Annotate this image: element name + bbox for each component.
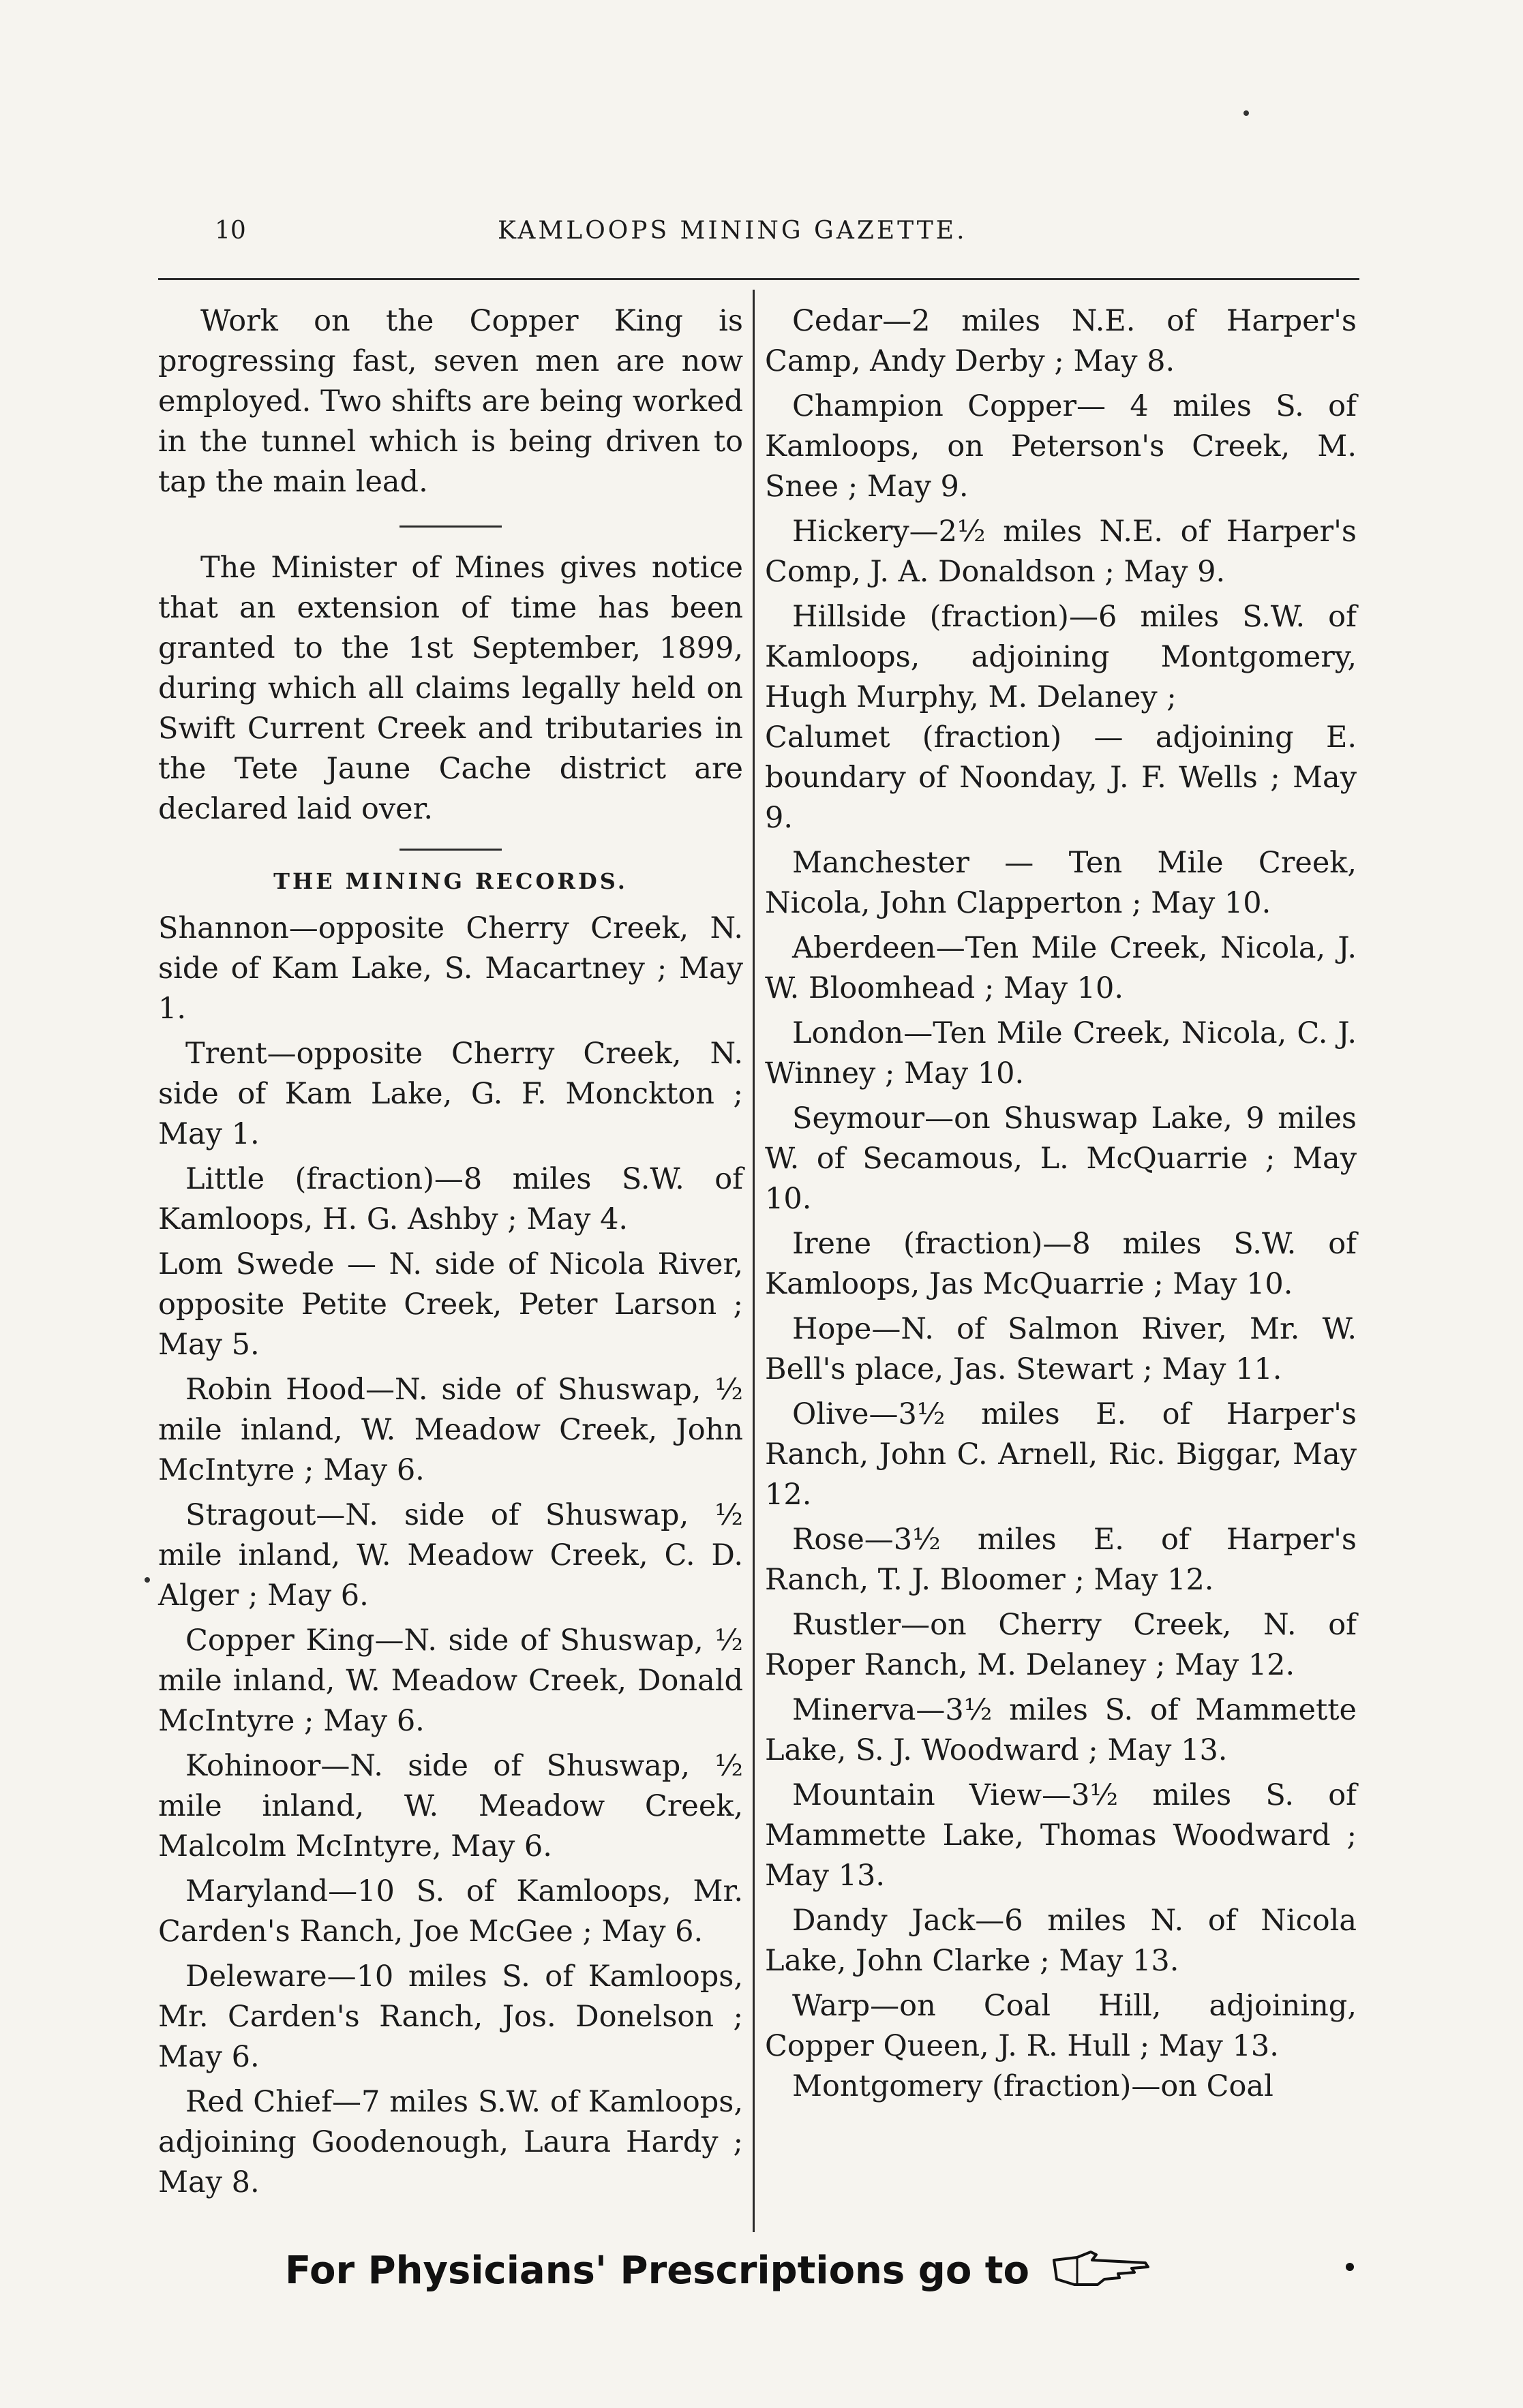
- decorative-dot: [145, 1577, 150, 1583]
- copper-king-paragraph: Work on the Copper King is progressing fast, seven men are now employed. Two shifts are being worked in the tunnel which is being driven to tap the main lead.: [158, 304, 743, 499]
- record-entry: Minerva—3½ miles S. of Mammette Lake, S. J. Woodward ; May 13.: [765, 1693, 1357, 1767]
- record-entry: Mountain View—3½ miles S. of Mammette Lake, Thomas Woodward ; May 13.: [765, 1778, 1357, 1893]
- record-entry: Robin Hood—N. side of Shuswap, ½ mile inland, W. Meadow Creek, John McIntyre ; May 6.: [158, 1373, 743, 1487]
- header-rule: [158, 278, 1359, 280]
- mining-records-heading: THE MINING RECORDS.: [273, 868, 628, 894]
- record-entry: Seymour—on Shuswap Lake, 9 miles W. of Secamous, L. McQuarrie ; May 10.: [765, 1101, 1357, 1216]
- gazette-title: KAMLOOPS MINING GAZETTE.: [498, 217, 967, 245]
- record-entry: Aberdeen—Ten Mile Creek, Nicola, J. W. Bloomhead ; May 10.: [765, 931, 1357, 1005]
- record-entry: Olive—3½ miles E. of Harper's Ranch, John C. Arnell, Ric. Biggar, May 12.: [765, 1397, 1357, 1512]
- record-entry: Montgomery (fraction)—on Coal: [792, 2069, 1273, 2103]
- record-entry: London—Ten Mile Creek, Nicola, C. J. Winney ; May 10.: [765, 1016, 1357, 1091]
- record-entry: Irene (fraction)—8 miles S.W. of Kamloops, Jas McQuarrie ; May 10.: [765, 1227, 1357, 1301]
- footer-text: For Physicians' Prescriptions go to: [285, 2249, 1030, 2293]
- record-entry: Warp—on Coal Hill, adjoining, Copper Queen, J. R. Hull ; May 13.: [765, 1989, 1357, 2063]
- section-rule: [399, 525, 502, 528]
- decorative-dot: [1243, 110, 1249, 116]
- record-entry: Dandy Jack—6 miles N. of Nicola Lake, John Clarke ; May 13.: [765, 1904, 1357, 1978]
- record-entry: Stragout—N. side of Shuswap, ½ mile inland, W. Meadow Creek, C. D. Alger ; May 6.: [158, 1498, 743, 1613]
- left-column: [158, 301, 743, 2208]
- page-header: [198, 217, 1357, 258]
- page-number: 10: [215, 217, 246, 245]
- record-entry: Hope—N. of Salmon River, Mr. W. Bell's place, Jas. Stewart ; May 11.: [765, 1312, 1357, 1386]
- record-entry: Kohinoor—N. side of Shuswap, ½ mile inland, W. Meadow Creek, Malcolm McIntyre, May 6.: [158, 1749, 743, 1863]
- right-column: [765, 301, 1357, 2112]
- record-entry: Little (fraction)—8 miles S.W. of Kamloops, H. G. Ashby ; May 4.: [158, 1162, 743, 1236]
- record-entry: Copper King—N. side of Shuswap, ½ mile inland, W. Meadow Creek, Donald McIntyre ; May 6.: [158, 1624, 743, 1738]
- record-entry: Lom Swede — N. side of Nicola River, opposite Petite Creek, Peter Larson ; May 5.: [158, 1247, 743, 1362]
- record-entry: Red Chief—7 miles S.W. of Kamloops, adjoining Goodenough, Laura Hardy ; May 8.: [158, 2085, 743, 2199]
- decorative-dot: [1346, 2263, 1354, 2271]
- pointing-hand-icon: [1050, 2248, 1152, 2298]
- footer-advertisement: [285, 2248, 1376, 2309]
- record-entry: Maryland—10 S. of Kamloops, Mr. Carden's Ranch, Joe McGee ; May 6.: [158, 1874, 743, 1949]
- record-entry: Shannon—opposite Cherry Creek, N. side of Kam Lake, S. Macartney ; May 1.: [158, 911, 743, 1026]
- record-entry: Calumet (fraction) — adjoining E. boundary of Noonday, J. F. Wells ; May 9.: [765, 720, 1357, 835]
- record-entry: Manchester — Ten Mile Creek, Nicola, John Clapperton ; May 10.: [765, 846, 1357, 920]
- record-entry: Trent—opposite Cherry Creek, N. side of Kam Lake, G. F. Monckton ; May 1.: [158, 1037, 743, 1151]
- record-entry: Champion Copper— 4 miles S. of Kamloops, on Peterson's Creek, M. Snee ; May 9.: [765, 389, 1357, 504]
- column-divider: [753, 290, 755, 2232]
- record-entry: Rose—3½ miles E. of Harper's Ranch, T. J. Bloomer ; May 12.: [765, 1523, 1357, 1597]
- record-entry: Rustler—on Cherry Creek, N. of Roper Ranch, M. Delaney ; May 12.: [765, 1608, 1357, 1682]
- record-entry: Hillside (fraction)—6 miles S.W. of Kamloops, adjoining Montgomery, Hugh Murphy, M. Delaney ;: [765, 600, 1357, 714]
- record-entry: Deleware—10 miles S. of Kamloops, Mr. Carden's Ranch, Jos. Donelson ; May 6.: [158, 1960, 743, 2074]
- minister-notice-paragraph: The Minister of Mines gives notice that an extension of time has been granted to the 1st September, 1899, during which all claims legally held on Swift Current Creek and tributaries in the Tete Jaune Cache district are declared laid over.: [158, 551, 743, 826]
- record-entry: Cedar—2 miles N.E. of Harper's Camp, Andy Derby ; May 8.: [765, 304, 1357, 378]
- record-entry: Hickery—2½ miles N.E. of Harper's Comp, J. A. Donaldson ; May 9.: [765, 515, 1357, 589]
- section-rule: [399, 849, 502, 851]
